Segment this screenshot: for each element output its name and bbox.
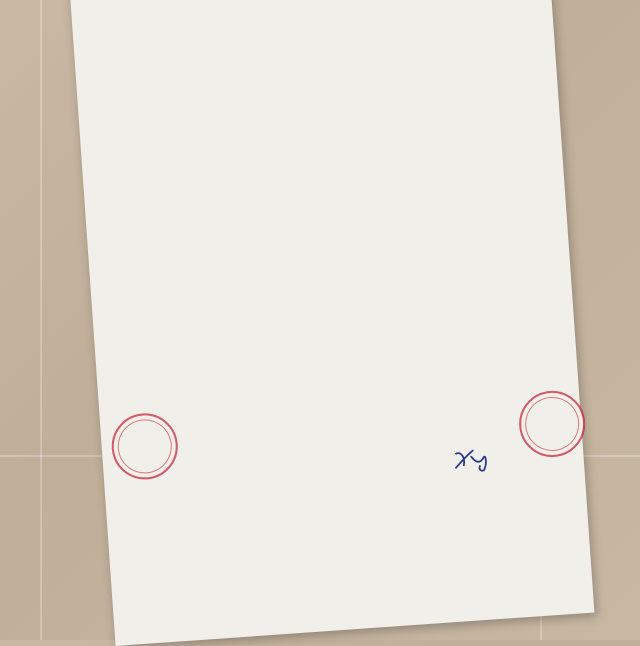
- contract-body: [94, 0, 533, 26]
- company-stamp-a: [110, 411, 180, 481]
- handwritten-signature-b: [453, 445, 495, 474]
- contract-page: [70, 0, 595, 646]
- company-stamp-b: [517, 389, 587, 459]
- signature-area: [100, 383, 589, 556]
- delivery-terms-list: [94, 0, 533, 26]
- contract-sections: [94, 0, 533, 26]
- signature-title-a: [129, 402, 309, 415]
- stamp-text: [113, 433, 175, 437]
- floor-tile-line: [40, 0, 42, 640]
- signature-block-b: [380, 395, 553, 451]
- signature-block-a: [129, 402, 312, 458]
